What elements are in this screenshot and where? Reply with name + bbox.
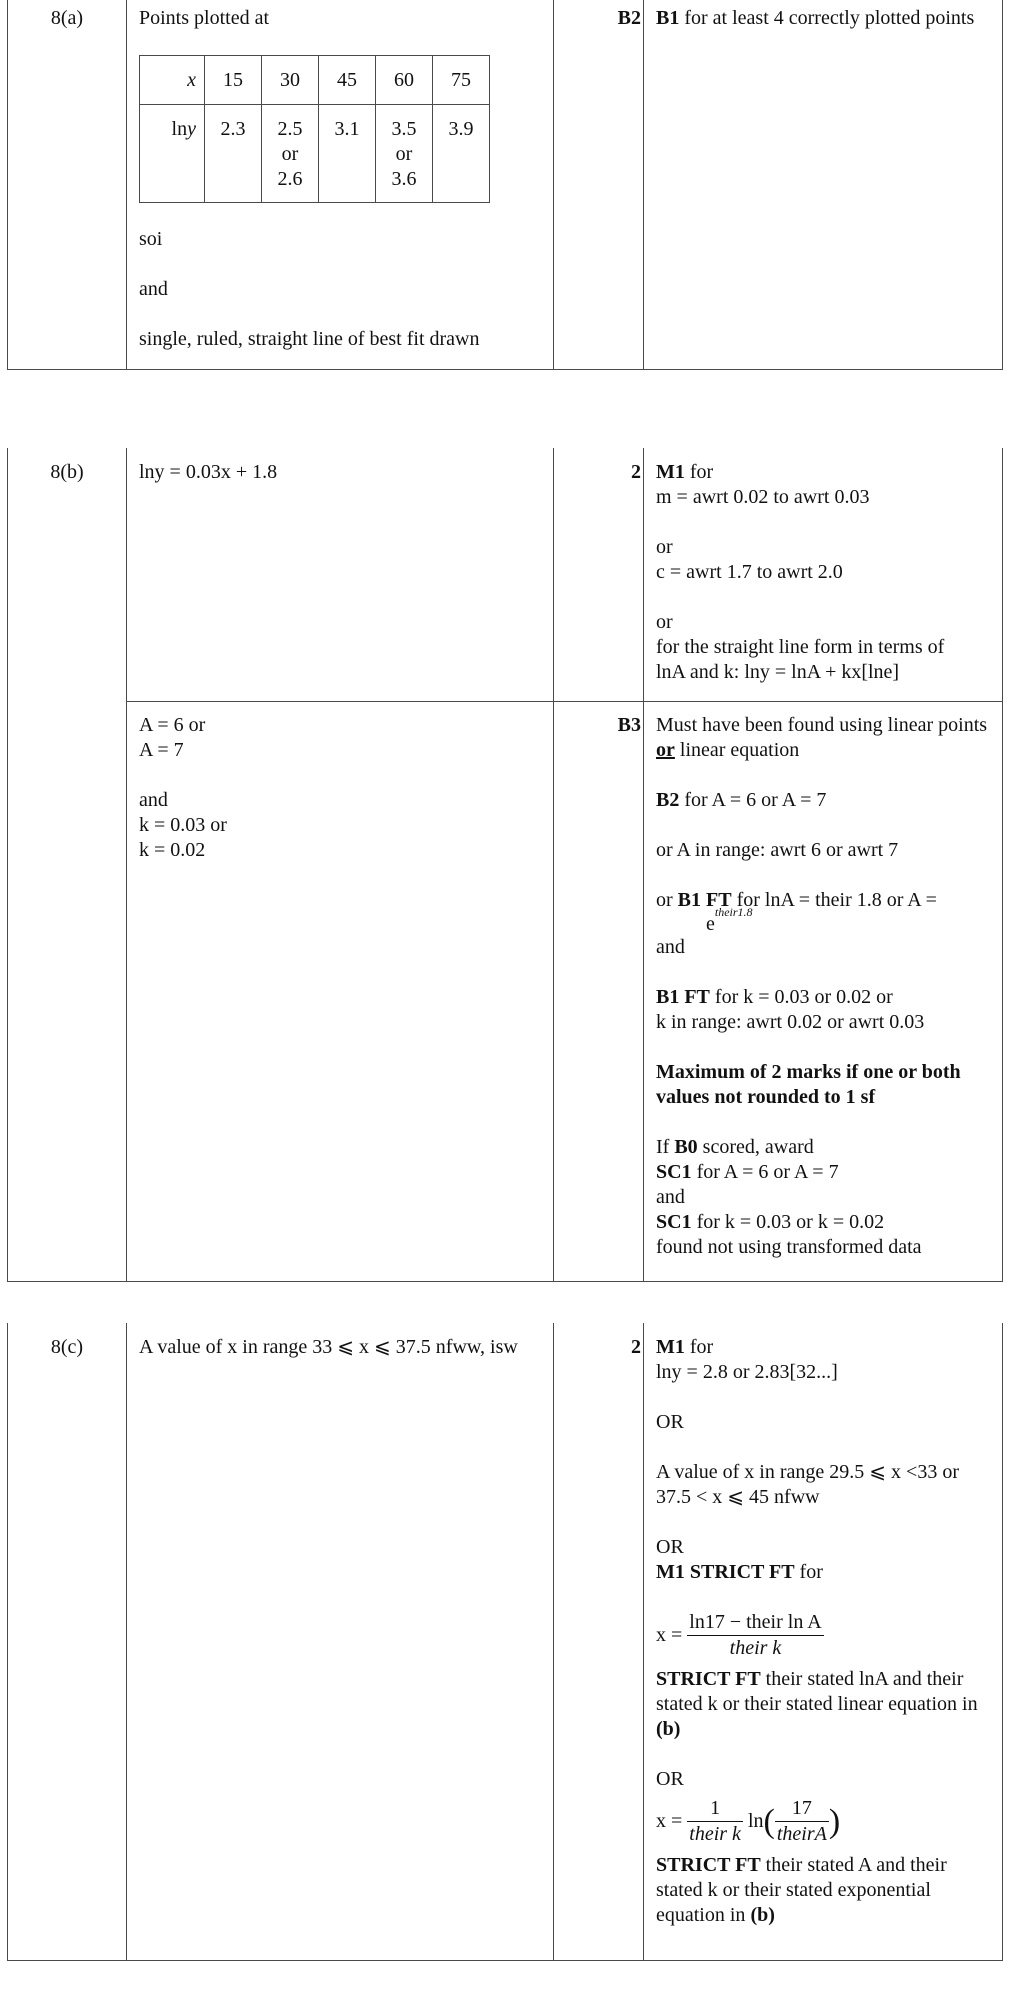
column-divider [126,448,127,1281]
marks: 2 [631,461,641,483]
guidance-text: If B0 scored, award SC1 for A = 6 or A = 7 and SC1 for k = 0.03 or k = 0.02 found not using transformed data [656,1136,922,1258]
table-cell: 60 [376,56,433,105]
table-cell: 2.3 [205,105,262,203]
table-cell: 3.9 [433,105,490,203]
answer-intro: Points plotted at [139,7,269,29]
guidance-text: OR [656,1768,684,1790]
guidance-text: Maximum of 2 marks if one or both values not rounded to 1 sf [656,1061,961,1108]
answer-equation: lny = 0.03x + 1.8 [139,461,278,483]
mark-scheme-block-8a [7,0,1003,370]
table-cell: 45 [319,56,376,105]
guidance-text: or B1 FT for lnA = their 1.8 or A = [656,889,937,911]
row-divider [126,701,1002,702]
guidance-text: A value of x in range 29.5 ⩽ x <33 or 37.5 < x ⩽ 45 nfww [656,1461,959,1508]
table-row-label: lny [140,105,205,203]
table-cell: 3.5 or 3.6 [376,105,433,203]
guidance-text: M1 for m = awrt 0.02 to awrt 0.03 [656,461,870,508]
answer-text: soi [139,228,163,250]
table-cell: 75 [433,56,490,105]
answer-text: and [139,278,168,300]
guidance-cell [656,1335,996,1928]
answer-cell [139,6,544,352]
column-divider [126,0,127,369]
question-number: 8(c) [50,1336,84,1358]
mark-scheme-block-8c [7,1323,1003,1961]
guidance-text: STRICT FT their stated A and their stated k or their stated exponential equation in (b) [656,1854,947,1926]
guidance-text: or for the straight line form in terms of lnA and k: lny = lnA + kx[lne] [656,611,945,683]
formula-2: x = $\frac{1}{\text{their k}}$ ln( $\frac{17}{\text{theirA}}$ ) [656,1797,841,1845]
answer-text: and k = 0.03 or k = 0.02 [139,789,227,861]
answer-cell [139,1335,544,1360]
guidance-text: STRICT FT their stated lnA and their stated k or their stated linear equation in (b) [656,1668,978,1740]
marks: 2 [631,1336,641,1358]
guidance-cell [656,460,996,685]
guidance-text: or A in range: awrt 6 or awrt 7 [656,839,899,861]
table-cell: 2.5 or 2.6 [262,105,319,203]
guidance-text: M1 for lny = 2.8 or 2.83[32...] [656,1336,838,1383]
question-number: 8(a) [50,7,84,29]
guidance-text: Must have been found using linear points or linear equation [656,714,988,761]
answer-text: A value of x in range 33 ⩽ x ⩽ 37.5 nfww, isw [139,1336,518,1358]
guidance-text: or c = awrt 1.7 to awrt 2.0 [656,536,843,583]
column-divider [553,1323,554,1960]
formula-1: x = $\frac{\text{ln17 − their ln A}}{\text{their k}}$ [656,1611,822,1659]
column-divider [643,448,644,1281]
guidance-text: OR M1 STRICT FT for [656,1536,823,1583]
answer-cell [139,460,544,485]
guidance-text: OR [656,1411,684,1433]
points-table [139,55,490,203]
table-cell: 30 [262,56,319,105]
guidance-text: B2 for A = 6 or A = 7 [656,789,827,811]
answer-cell [139,713,544,863]
guidance-cell: B1 for at least 4 correctly plotted points [656,7,975,29]
column-divider [553,448,554,1281]
marks: B3 [617,714,641,736]
guidance-text: and [656,936,685,958]
guidance-cell [656,713,996,1260]
column-divider [126,1323,127,1960]
marks: B2 [617,7,641,29]
table-cell: 3.1 [319,105,376,203]
column-divider [643,0,644,369]
mark-scheme-block-8b [7,448,1003,1282]
answer-text: single, ruled, straight line of best fit drawn [139,328,480,350]
table-row-label: x [140,56,205,105]
column-divider [553,0,554,369]
question-number: 8(b) [50,461,84,483]
table-cell: 15 [205,56,262,105]
answer-text: A = 6 or A = 7 [139,714,206,761]
column-divider [643,1323,644,1960]
guidance-text: B1 FT for k = 0.03 or 0.02 or k in range: awrt 0.02 or awrt 0.03 [656,986,925,1033]
guidance-exponent: $e^{their1.8}$ [706,905,753,935]
